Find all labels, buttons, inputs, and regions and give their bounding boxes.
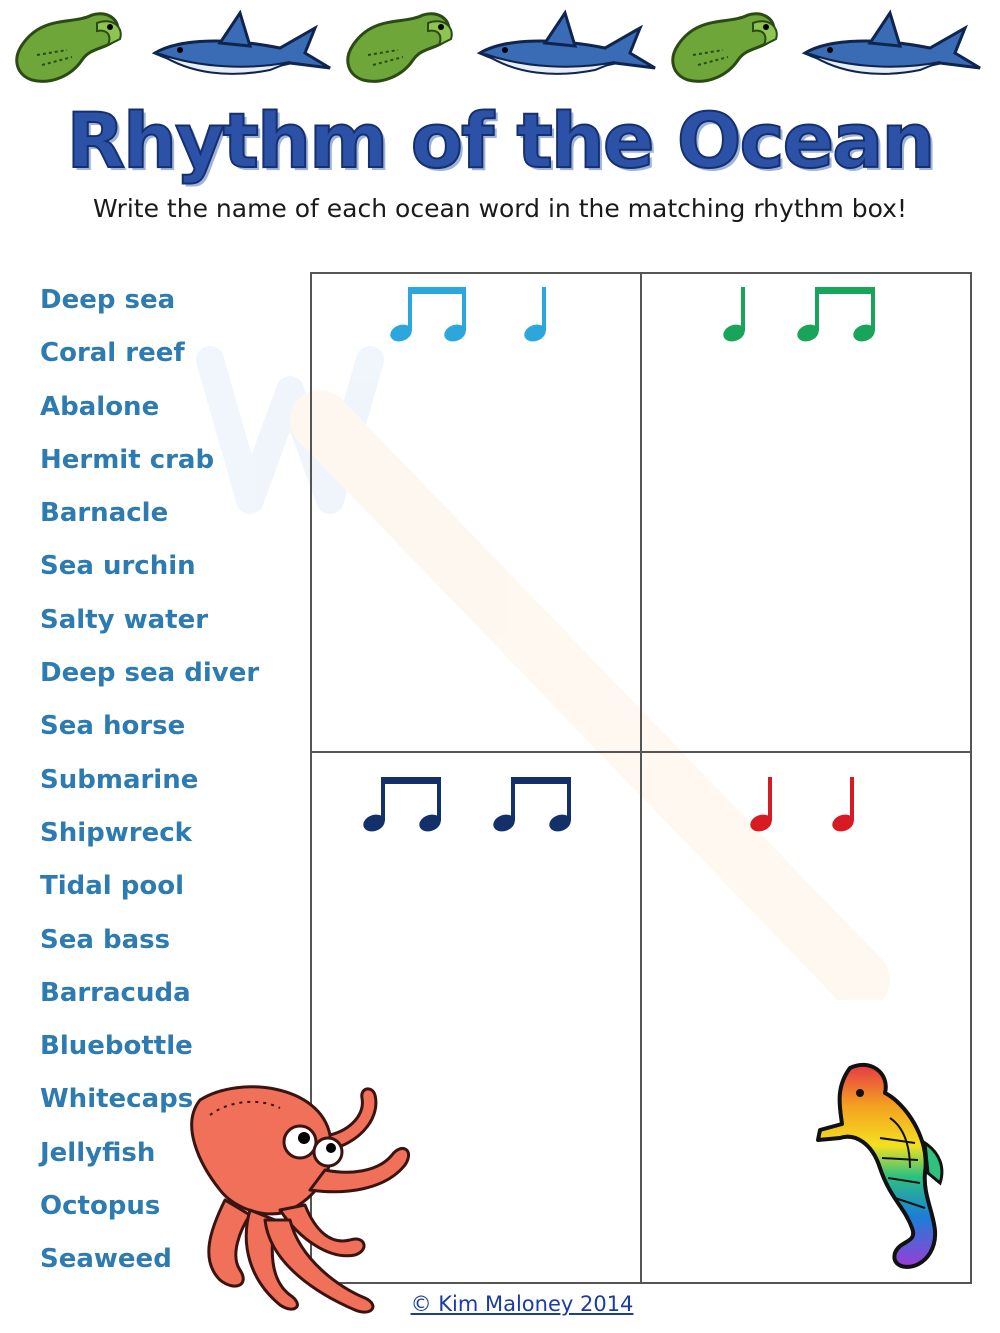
ocean-banner [0, 0, 1000, 100]
list-item: Submarine [40, 764, 199, 795]
list-item: Shipwreck [40, 817, 192, 848]
shark-icon [480, 13, 655, 74]
eighth-note-pair-icon [388, 287, 468, 344]
grid-divider-vertical [640, 272, 642, 1284]
shark-icon [155, 13, 330, 74]
instructions: Write the name of each ocean word in the matching rhythm box! [92, 194, 907, 223]
list-item: Sea horse [40, 711, 186, 742]
quarter-note-icon [748, 777, 774, 834]
seahorse-icon [810, 1058, 960, 1278]
list-item: Whitecaps [40, 1084, 194, 1115]
list-item: Jellyfish [40, 1137, 156, 1168]
list-item: Bluebottle [40, 1031, 193, 1062]
list-item: Barnacle [40, 498, 169, 529]
quarter-note-icon [830, 777, 856, 834]
copyright-link[interactable]: © Kim Maloney 2014 [410, 1292, 634, 1316]
list-item: Barracuda [40, 977, 191, 1008]
eighth-note-pair-icon [491, 777, 573, 834]
rhythm-box-2-notes [718, 285, 898, 347]
list-item: Octopus [40, 1191, 161, 1222]
list-item: Deep sea [40, 285, 176, 315]
list-item: Hermit crab [40, 444, 215, 475]
grid-divider-horizontal [310, 751, 972, 753]
list-item: Sea bass [40, 924, 171, 955]
rhythm-box-1-notes [385, 285, 565, 347]
list-item: Sea urchin [40, 551, 196, 582]
shark-icon [805, 13, 980, 74]
eel-icon [348, 14, 452, 82]
list-item: Tidal pool [40, 871, 185, 902]
list-item: Deep sea diver [40, 658, 260, 689]
list-item: Salty water [40, 604, 209, 635]
eighth-note-pair-icon [795, 287, 877, 344]
page-title: Rhythm of the Ocean [66, 96, 934, 185]
list-item: Coral reef [40, 338, 185, 369]
quarter-note-icon [721, 287, 747, 344]
rhythm-box-3-notes [358, 775, 588, 837]
list-item: Seaweed [40, 1244, 172, 1275]
eel-icon [673, 14, 777, 82]
quarter-note-icon [522, 287, 548, 344]
rhythm-box-4-notes [745, 775, 875, 837]
eighth-note-pair-icon [361, 777, 443, 834]
eel-icon [17, 14, 121, 82]
list-item: Abalone [40, 391, 160, 422]
